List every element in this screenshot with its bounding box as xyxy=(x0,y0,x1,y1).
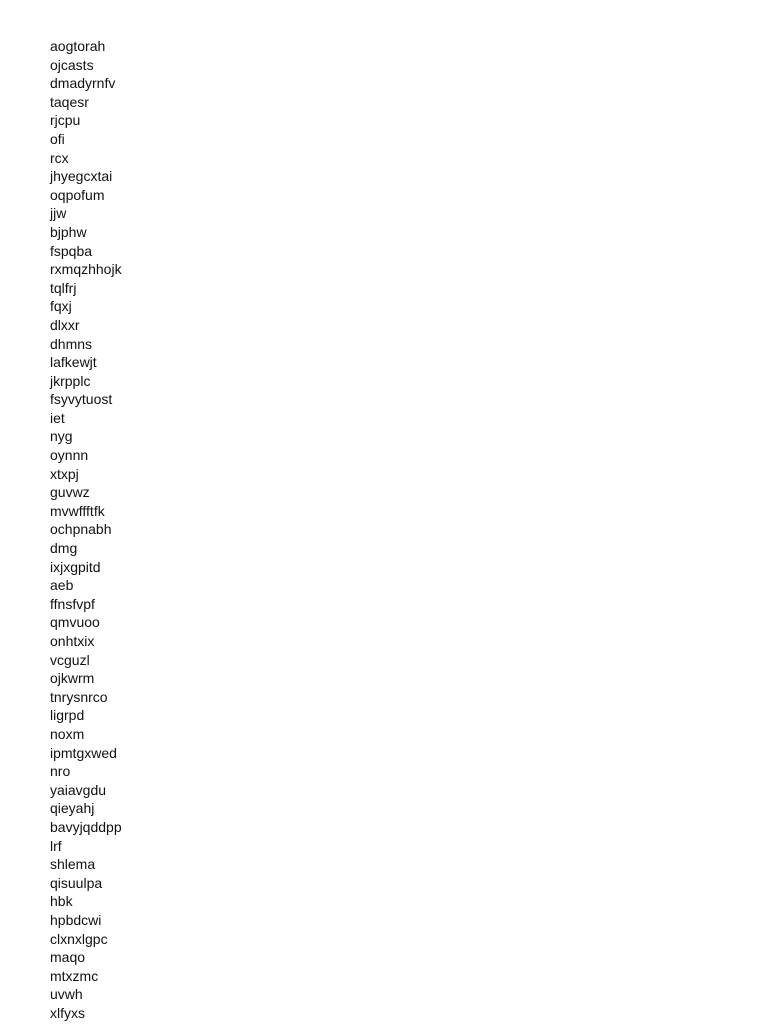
list-item: nro xyxy=(50,763,71,780)
list-item: dhmns xyxy=(50,335,93,352)
list-item: noxm xyxy=(50,725,85,742)
list-item: shlema xyxy=(50,856,96,873)
list-item: clxnxlgpc xyxy=(50,930,108,947)
list-item: nyg xyxy=(50,428,73,445)
list-item: yaiavgdu xyxy=(50,781,107,798)
list-item: oynnn xyxy=(50,447,89,464)
list-item: rcx xyxy=(50,149,69,166)
list-item: ojkwrm xyxy=(50,670,95,687)
list-item: bjphw xyxy=(50,223,87,240)
list-item: aogtorah xyxy=(50,38,106,54)
list-item: jkrpplc xyxy=(50,372,91,389)
list-item: ffnsfvpf xyxy=(50,595,95,612)
word-list xyxy=(50,37,122,1022)
list-item: ofi xyxy=(50,130,65,147)
list-item: qieyahj xyxy=(50,800,95,817)
list-item: iet xyxy=(50,409,65,426)
list-item: rjcpu xyxy=(50,112,81,129)
list-item: ixjxgpitd xyxy=(50,558,101,575)
list-item: fqxj xyxy=(50,298,72,315)
list-item: ipmtgxwed xyxy=(50,744,117,761)
list-item: ligrpd xyxy=(50,707,85,724)
list-item: jhyegcxtai xyxy=(50,168,113,185)
list-item: lafkewjt xyxy=(50,354,97,371)
list-item: jjw xyxy=(50,205,67,222)
list-item: ochpnabh xyxy=(50,521,112,538)
list-item: uvwh xyxy=(50,986,83,1003)
list-item: tqlfrj xyxy=(50,279,77,296)
list-item: dmg xyxy=(50,540,78,557)
list-item: taqesr xyxy=(50,93,89,110)
list-item: aeb xyxy=(50,577,74,594)
list-item: lrf xyxy=(50,837,62,854)
list-item: hbk xyxy=(50,893,73,910)
list-item: vcguzl xyxy=(50,651,90,668)
list-item: qisuulpa xyxy=(50,874,103,891)
list-item: ojcasts xyxy=(50,56,94,73)
list-item: rxmqzhhojk xyxy=(50,261,122,278)
list-item: guvwz xyxy=(50,484,90,501)
list-item: dlxxr xyxy=(50,316,80,333)
list-item: fspqba xyxy=(50,242,93,259)
list-item: bavyjqddpp xyxy=(50,818,122,835)
list-item: xtxpj xyxy=(50,465,79,482)
list-item: xlfyxs xyxy=(50,1004,85,1021)
list-item: mvwffftfk xyxy=(50,502,105,519)
list-item: qmvuoo xyxy=(50,614,100,631)
list-item: fsyvytuost xyxy=(50,391,113,408)
list-item: maqo xyxy=(50,949,86,966)
list-item: onhtxix xyxy=(50,633,95,649)
list-item: tnrysnrco xyxy=(50,688,108,705)
list-item: mtxzmc xyxy=(50,967,99,984)
list-item: hpbdcwi xyxy=(50,911,102,928)
list-item: oqpofum xyxy=(50,186,105,203)
list-item: dmadyrnfv xyxy=(50,75,116,92)
